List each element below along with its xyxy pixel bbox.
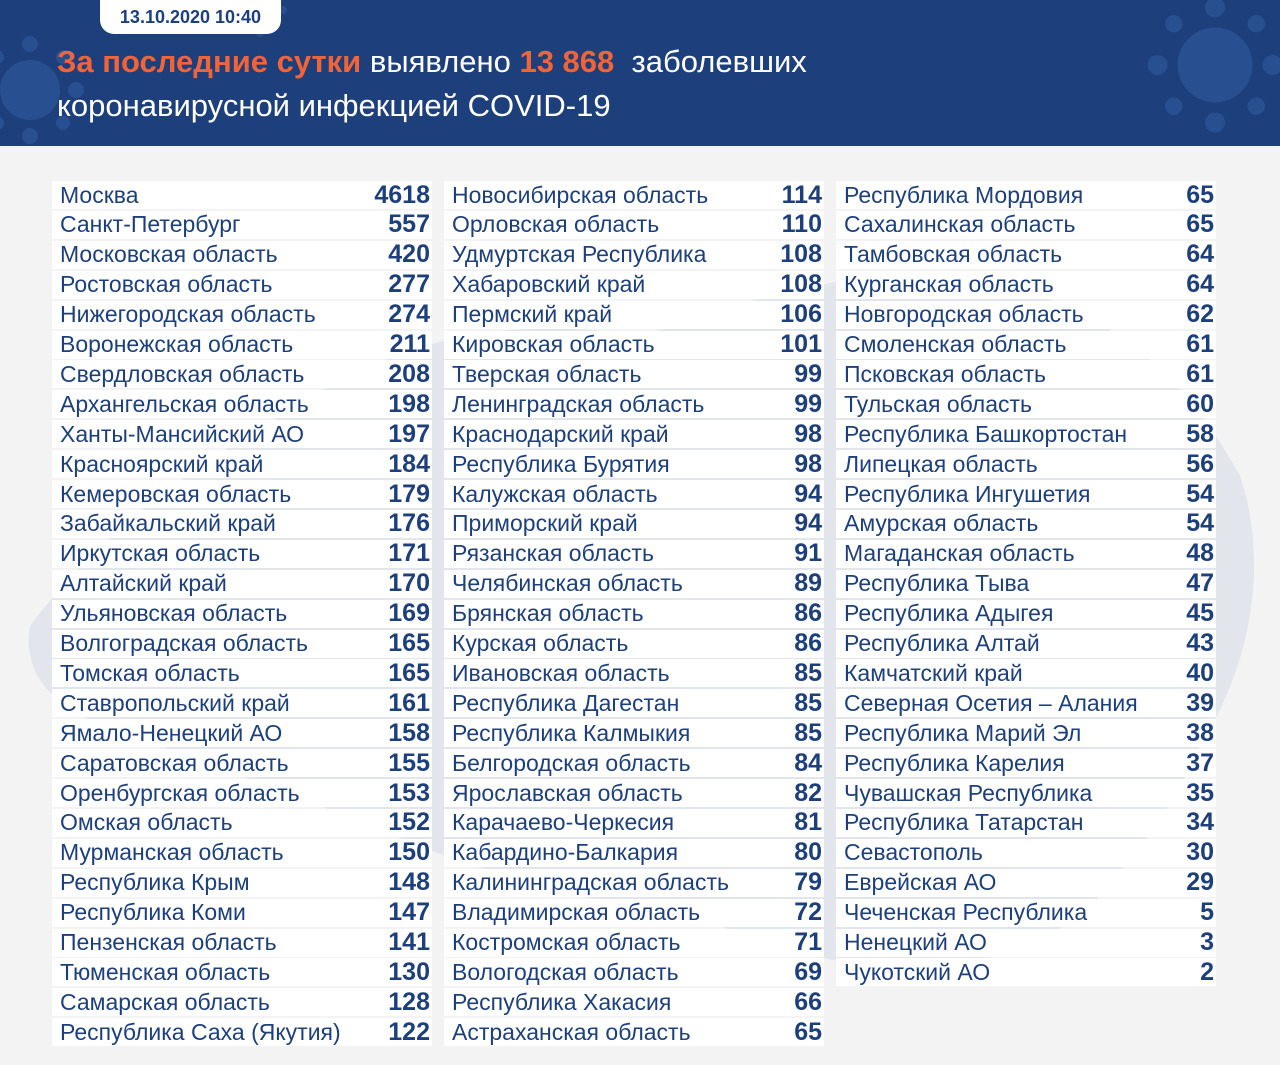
region-case-count: 43 — [1186, 629, 1214, 657]
table-row — [52, 360, 432, 388]
region-case-count: 165 — [388, 629, 430, 657]
table-row — [52, 301, 432, 329]
table-row — [836, 301, 1216, 329]
region-name: Республика Башкортостан — [844, 420, 1128, 447]
region-case-count: 60 — [1186, 389, 1214, 418]
table-row — [836, 749, 1216, 777]
table-row — [52, 689, 432, 717]
region-name: Тверская область — [452, 360, 642, 387]
region-case-count: 79 — [794, 868, 822, 897]
table-row — [52, 719, 432, 747]
table-row — [444, 749, 824, 777]
region-case-count: 65 — [794, 1017, 822, 1046]
region-case-count: 81 — [794, 808, 822, 837]
region-name: Московская область — [60, 241, 278, 268]
table-row — [52, 540, 432, 568]
region-name: Республика Карелия — [844, 749, 1065, 776]
region-case-count: 65 — [1186, 210, 1214, 239]
table-row — [836, 360, 1216, 388]
region-name: Курганская область — [844, 271, 1054, 298]
region-case-count: 122 — [388, 1017, 430, 1046]
region-case-count: 34 — [1186, 808, 1214, 837]
region-name: Республика Тыва — [844, 570, 1030, 597]
region-case-count: 64 — [1186, 240, 1214, 269]
region-case-count: 61 — [1186, 359, 1214, 388]
region-name: Нижегородская область — [60, 301, 316, 328]
table-row — [444, 181, 824, 209]
table-row — [444, 301, 824, 329]
region-case-count: 85 — [794, 658, 822, 687]
table-row — [836, 331, 1216, 359]
table-row — [444, 719, 824, 747]
table-row — [836, 600, 1216, 628]
region-case-count: 47 — [1186, 569, 1214, 598]
table-row — [52, 929, 432, 957]
region-case-count: 184 — [388, 449, 430, 478]
region-case-count: 54 — [1186, 509, 1214, 538]
table-row — [444, 809, 824, 837]
region-name: Ростовская область — [60, 271, 273, 298]
region-name: Республика Бурятия — [452, 450, 670, 477]
region-case-count: 169 — [388, 599, 430, 628]
region-name: Челябинская область — [452, 570, 683, 597]
region-case-count: 141 — [388, 928, 430, 956]
region-case-count: 91 — [794, 539, 822, 568]
table-row — [52, 988, 432, 1016]
region-name: Пермский край — [452, 301, 613, 328]
region-name: Камчатский край — [844, 659, 1023, 686]
table-row — [52, 899, 432, 927]
table-row — [836, 390, 1216, 418]
region-name: Магаданская область — [844, 540, 1075, 567]
table-row — [52, 1018, 432, 1046]
page-title — [57, 40, 807, 128]
region-name: Омская область — [60, 809, 233, 836]
region-name: Калининградская область — [452, 869, 729, 896]
table-row — [444, 929, 824, 957]
region-name: Республика Мордовия — [844, 181, 1084, 208]
region-case-count: 84 — [794, 748, 822, 777]
table-row — [52, 839, 432, 867]
table-row — [52, 958, 432, 986]
region-name: Республика Коми — [60, 899, 246, 926]
region-name: Санкт-Петербург — [60, 211, 241, 238]
region-name: Северная Осетия – Алания — [844, 689, 1138, 716]
region-case-count: 72 — [794, 898, 822, 927]
table-row — [52, 211, 432, 239]
region-name: Ульяновская область — [60, 600, 288, 627]
region-case-count: 130 — [388, 957, 430, 986]
table-row — [444, 899, 824, 927]
region-case-count: 71 — [794, 928, 822, 956]
table-row — [444, 211, 824, 239]
region-case-count: 155 — [388, 748, 430, 777]
table-row — [836, 480, 1216, 508]
region-name: Воронежская область — [60, 331, 294, 357]
region-name: Республика Крым — [60, 869, 250, 896]
region-name: Тамбовская область — [844, 241, 1063, 268]
region-case-count: 98 — [794, 419, 822, 448]
region-case-count: 85 — [794, 718, 822, 747]
table-row — [444, 360, 824, 388]
region-case-count: 176 — [388, 509, 430, 538]
table-row — [52, 331, 432, 359]
table-row — [836, 779, 1216, 807]
region-name: Республика Саха (Якутия) — [60, 1018, 341, 1045]
table-row — [444, 958, 824, 986]
region-case-count: 94 — [794, 509, 822, 538]
region-name: Псковская область — [844, 360, 1046, 387]
header-banner — [0, 0, 1280, 146]
region-name: Вологодская область — [452, 958, 679, 985]
table-row — [52, 600, 432, 628]
region-case-count: 86 — [794, 629, 822, 657]
region-name: Владимирская область — [452, 899, 701, 926]
table-row — [52, 570, 432, 598]
table-row — [836, 869, 1216, 897]
region-name: Хабаровский край — [452, 271, 646, 298]
table-row — [52, 809, 432, 837]
region-case-count: 30 — [1186, 838, 1214, 867]
table-row — [444, 540, 824, 568]
region-case-count: 86 — [794, 599, 822, 628]
table-row — [836, 211, 1216, 239]
region-case-count: 4618 — [374, 180, 430, 209]
region-name: Ставропольский край — [60, 689, 290, 716]
table-row — [836, 570, 1216, 598]
region-case-count: 179 — [388, 479, 430, 508]
region-case-count: 152 — [388, 808, 430, 837]
table-row — [444, 839, 824, 867]
table-row — [836, 630, 1216, 658]
table-row — [836, 181, 1216, 209]
table-row — [836, 450, 1216, 478]
region-case-count: 208 — [388, 359, 430, 388]
region-name: Республика Калмыкия — [452, 719, 691, 746]
table-row — [444, 450, 824, 478]
region-name: Липецкая область — [844, 450, 1038, 477]
region-case-count: 62 — [1186, 300, 1214, 329]
region-case-count: 99 — [794, 389, 822, 418]
region-case-count: 45 — [1186, 599, 1214, 628]
region-name: Белгородская область — [452, 749, 691, 776]
region-case-count: 48 — [1186, 539, 1214, 568]
table-row — [52, 271, 432, 299]
table-row — [836, 899, 1216, 927]
table-row — [444, 1018, 824, 1046]
table-row — [444, 241, 824, 269]
table-row — [836, 420, 1216, 448]
region-case-count: 170 — [388, 569, 430, 598]
region-case-count: 128 — [388, 987, 430, 1016]
region-name: Москва — [60, 181, 139, 208]
region-name: Костромская область — [452, 929, 681, 955]
title-part: выявлено — [369, 44, 511, 79]
table-row — [444, 869, 824, 897]
region-case-count: 37 — [1186, 748, 1214, 777]
region-name: Чувашская Республика — [844, 779, 1093, 806]
region-case-count: 106 — [780, 300, 822, 329]
region-case-count: 94 — [794, 479, 822, 508]
table-row — [52, 450, 432, 478]
region-name: Республика Марий Эл — [844, 719, 1082, 746]
region-name: Карачаево-Черкесия — [452, 809, 675, 836]
table-row — [444, 390, 824, 418]
table-row — [52, 749, 432, 777]
region-case-count: 274 — [388, 300, 430, 329]
region-name: Кировская область — [452, 331, 655, 357]
region-name: Новгородская область — [844, 301, 1084, 328]
region-name: Чукотский АО — [844, 958, 991, 985]
table-row — [444, 510, 824, 538]
region-case-count: 82 — [794, 778, 822, 807]
region-name: Амурская область — [844, 510, 1039, 537]
region-name: Республика Хакасия — [452, 988, 672, 1015]
region-case-count: 56 — [1186, 449, 1214, 478]
region-case-count: 61 — [1186, 330, 1214, 358]
region-name: Брянская область — [452, 600, 644, 627]
region-case-count: 148 — [388, 868, 430, 897]
table-row — [444, 659, 824, 687]
region-name: Самарская область — [60, 988, 270, 1015]
date-badge: 13.10.2020 10:40 — [100, 0, 281, 34]
table-row — [52, 869, 432, 897]
region-name: Орловская область — [452, 211, 660, 238]
region-name: Новосибирская область — [452, 181, 709, 208]
table-row — [836, 958, 1216, 986]
region-name: Республика Дагестан — [452, 689, 680, 716]
title-part: заболевших — [631, 44, 807, 79]
table-row — [444, 988, 824, 1016]
region-case-count: 161 — [388, 688, 430, 717]
region-name: Красноярский край — [60, 450, 264, 477]
region-case-count: 2 — [1200, 957, 1214, 986]
region-case-count: 277 — [388, 270, 430, 299]
region-name: Еврейская АО — [844, 869, 997, 896]
region-name: Тульская область — [844, 390, 1033, 417]
region-case-count: 89 — [794, 569, 822, 598]
region-case-count: 171 — [388, 539, 430, 568]
table-row — [444, 271, 824, 299]
region-name: Астраханская область — [452, 1018, 691, 1045]
region-case-count: 110 — [781, 210, 822, 239]
region-case-count: 38 — [1186, 718, 1214, 747]
region-name: Забайкальский край — [60, 510, 276, 537]
region-name: Свердловская область — [60, 360, 305, 387]
table-row — [444, 779, 824, 807]
region-name: Севастополь — [844, 839, 983, 866]
region-name: Рязанская область — [452, 540, 654, 567]
region-case-count: 158 — [388, 718, 430, 747]
region-case-count: 58 — [1186, 419, 1214, 448]
table-row — [52, 659, 432, 687]
region-name: Архангельская область — [60, 390, 309, 417]
table-row — [836, 659, 1216, 687]
title-number: 13 868 — [519, 44, 615, 79]
table-row — [52, 510, 432, 538]
region-name: Мурманская область — [60, 839, 284, 866]
table-row — [444, 630, 824, 658]
table-row — [52, 390, 432, 418]
region-case-count: 5 — [1200, 898, 1214, 927]
region-case-count: 35 — [1186, 778, 1214, 807]
region-name: Республика Татарстан — [844, 809, 1084, 836]
region-name: Республика Адыгея — [844, 600, 1054, 627]
region-name: Калужская область — [452, 480, 658, 507]
region-name: Иркутская область — [60, 540, 261, 567]
region-case-count: 101 — [780, 330, 822, 358]
region-case-count: 98 — [794, 449, 822, 478]
table-row — [836, 540, 1216, 568]
region-name: Ямало-Ненецкий АО — [60, 719, 283, 746]
table-row — [444, 570, 824, 598]
table-row — [52, 630, 432, 658]
region-case-count: 108 — [780, 240, 822, 269]
region-name: Ленинградская область — [452, 390, 705, 417]
table-row — [836, 689, 1216, 717]
region-case-count: 85 — [794, 688, 822, 717]
table-row — [836, 839, 1216, 867]
region-case-count: 420 — [388, 240, 430, 269]
region-name: Тюменская область — [60, 958, 271, 985]
region-case-count: 39 — [1186, 688, 1214, 717]
region-name: Томская область — [60, 659, 240, 686]
region-case-count: 54 — [1186, 479, 1214, 508]
table-row — [836, 809, 1216, 837]
region-case-count: 198 — [388, 389, 430, 418]
region-name: Курская область — [452, 630, 629, 656]
region-name: Краснодарский край — [452, 420, 669, 447]
region-name: Сахалинская область — [844, 211, 1076, 238]
region-name: Пензенская область — [60, 929, 277, 955]
region-name: Алтайский край — [60, 570, 227, 597]
table-row — [836, 241, 1216, 269]
region-name: Смоленская область — [844, 331, 1067, 357]
region-case-count: 114 — [781, 180, 822, 209]
table-row — [444, 331, 824, 359]
region-case-count: 197 — [388, 419, 430, 448]
region-case-count: 211 — [389, 330, 430, 358]
table-row — [836, 271, 1216, 299]
table-row — [444, 689, 824, 717]
region-case-count: 557 — [388, 210, 430, 239]
region-name: Ярославская область — [452, 779, 683, 806]
table-row — [52, 181, 432, 209]
region-case-count: 153 — [388, 778, 430, 807]
region-name: Чеченская Республика — [844, 899, 1088, 926]
region-case-count: 40 — [1186, 658, 1214, 687]
region-case-count: 29 — [1186, 868, 1214, 897]
region-case-count: 3 — [1200, 928, 1214, 956]
region-name: Ханты-Мансийский АО — [60, 420, 305, 447]
title-line-2: коронавирусной инфекцией COVID-19 — [57, 88, 611, 123]
region-name: Удмуртская Республика — [452, 241, 707, 268]
region-name: Республика Ингушетия — [844, 480, 1091, 507]
region-name: Республика Алтай — [844, 630, 1040, 656]
table-row — [52, 420, 432, 448]
table-row — [52, 480, 432, 508]
table-row — [836, 719, 1216, 747]
table-row — [836, 929, 1216, 957]
table-row — [444, 480, 824, 508]
table-row — [52, 241, 432, 269]
region-case-count: 69 — [794, 957, 822, 986]
region-name: Волгоградская область — [60, 630, 308, 656]
region-case-count: 66 — [794, 987, 822, 1016]
region-case-count: 150 — [388, 838, 430, 867]
table-row — [444, 600, 824, 628]
region-name: Кемеровская область — [60, 480, 292, 507]
table-row — [52, 779, 432, 807]
region-name: Приморский край — [452, 510, 638, 537]
region-case-count: 165 — [388, 658, 430, 687]
region-name: Ненецкий АО — [844, 929, 987, 955]
region-case-count: 64 — [1186, 270, 1214, 299]
title-accent: За последние сутки — [57, 44, 362, 79]
table-row — [836, 510, 1216, 538]
region-case-count: 99 — [794, 359, 822, 388]
virus-decoration-icon — [1140, 0, 1280, 140]
region-name: Кабардино-Балкария — [452, 839, 679, 866]
region-name: Оренбургская область — [60, 779, 300, 806]
table-row — [444, 420, 824, 448]
region-case-count: 108 — [780, 270, 822, 299]
region-case-count: 80 — [794, 838, 822, 867]
region-name: Ивановская область — [452, 659, 670, 686]
region-name: Саратовская область — [60, 749, 289, 776]
region-case-count: 147 — [388, 898, 430, 927]
region-case-count: 65 — [1186, 180, 1214, 209]
